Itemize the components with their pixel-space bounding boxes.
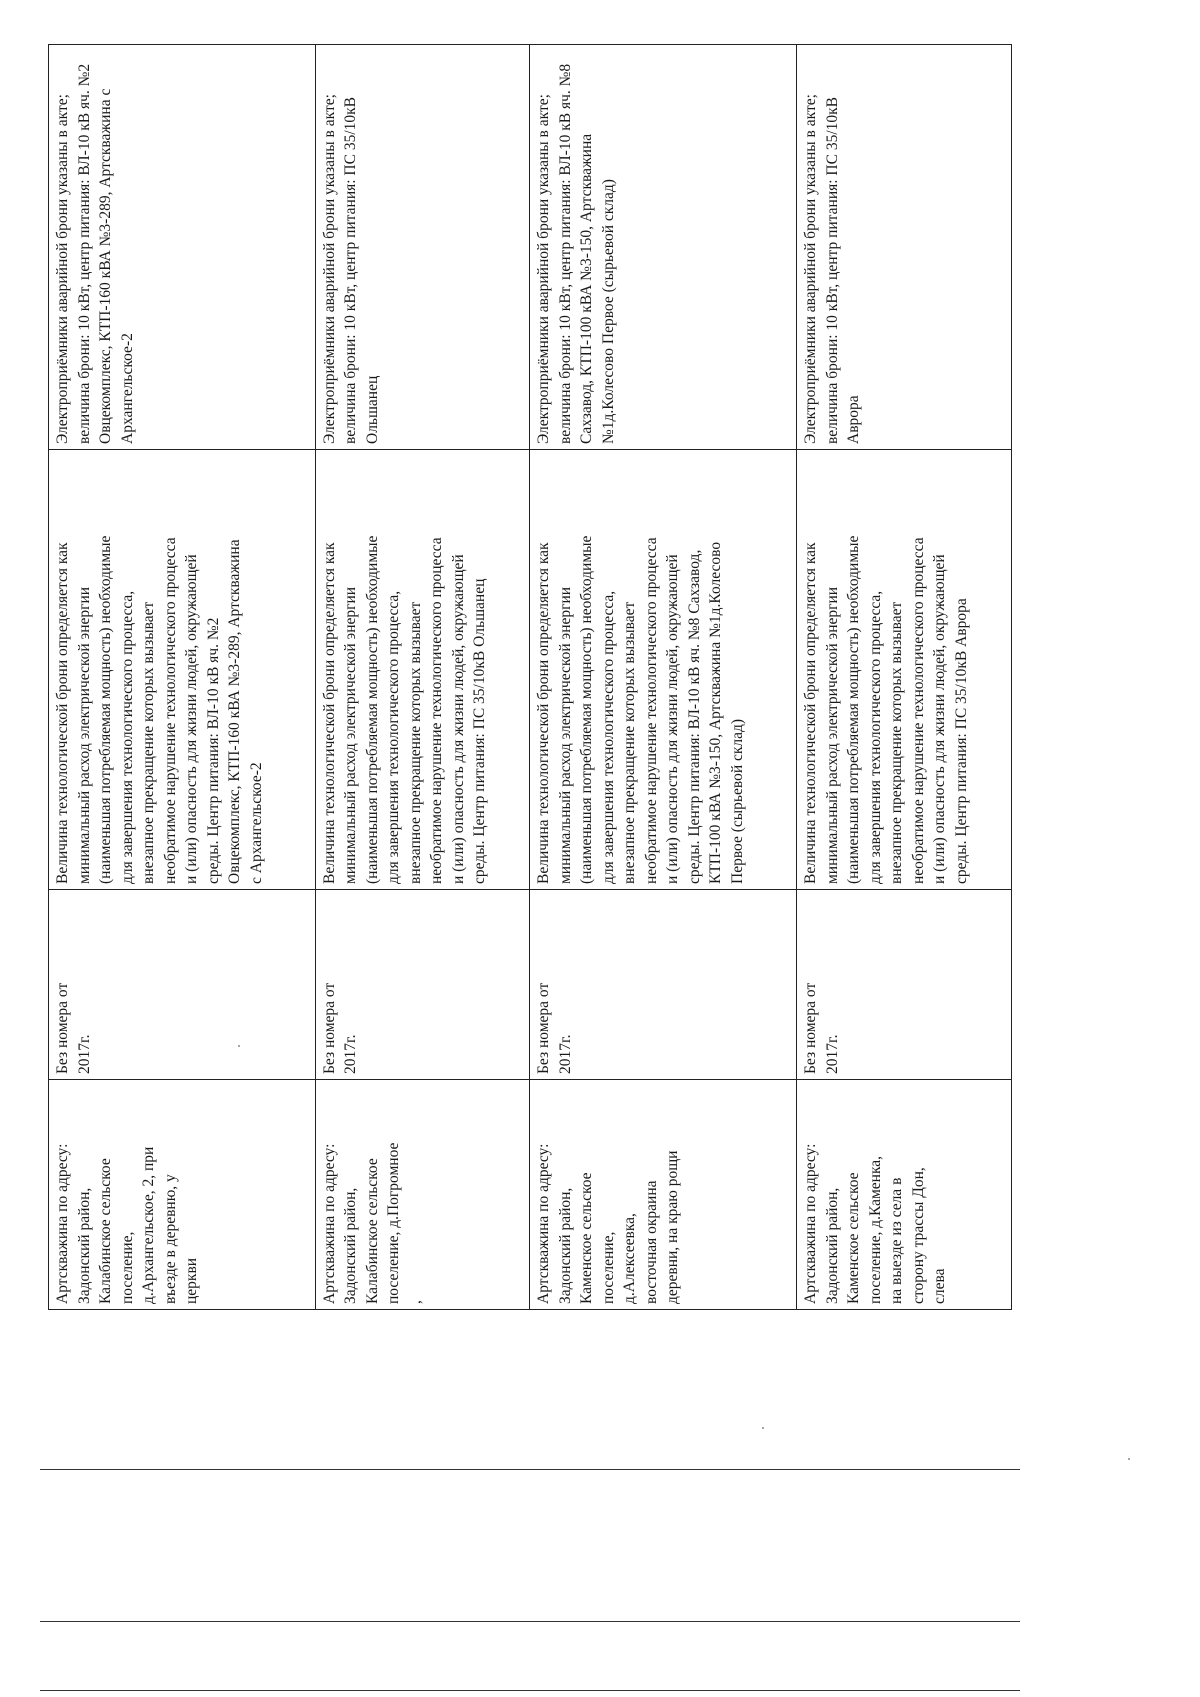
table-row xyxy=(797,45,1012,1310)
address-cell: Артскважина по адресу: Задонский район, Каменское сельское поселение, д.Каменка, на выезде из села в сторону трассы Дон, слева xyxy=(797,1080,1012,1310)
table-row xyxy=(315,45,530,1310)
scan-speck xyxy=(762,1427,764,1429)
emergency-reserve-cell: Электроприёмники аварийной брони указаны в акте; величина брони: 10 кВт, центр питания: ВЛ-10 кВ яч. №8 Сахзавод, КТП-100 кВА №3-150, Артскважина №1д.Колесово Первое (сырьевой склад) xyxy=(530,45,797,450)
document-cell: Без номера от 2017г. xyxy=(797,890,1012,1080)
reserve-table xyxy=(48,44,1012,1310)
document-cell: Без номера от 2017г. xyxy=(315,890,530,1080)
horizontal-rule xyxy=(40,1469,1020,1470)
tech-reserve-cell: Величина технологической брони определяется как минимальный расход электрической энергии (наименьшая потребляемая мощность) необходимые для завершения технологического процесса, внезапное прекращение которых вызывает необратимое нарушение технологического процесса и (или) опасность для жизни людей, окружающей среды. Центр питания: ВЛ-10 кВ яч. №2 Овцекомплекс, КТП-160 кВА №3-289, Артскважина с Архангельское-2 xyxy=(49,450,316,890)
address-cell: Артскважина по адресу: Задонский район, Калабинское сельское поселение, д.Погромное , xyxy=(315,1080,530,1310)
table-row xyxy=(49,45,316,1310)
emergency-reserve-cell: Электроприёмники аварийной брони указаны в акте; величина брони: 10 кВт, центр питания: ПС 35/10кВ Ольшанец xyxy=(315,45,530,450)
tech-reserve-cell: Величина технологической брони определяется как минимальный расход электрической энергии (наименьшая потребляемая мощность) необходимые для завершения технологического процесса, внезапное прекращение которых вызывает необратимое нарушение технологического процесса и (или) опасность для жизни людей, окружающей среды. Центр питания: ВЛ-10 кВ яч. №8 Сахзавод, КТП-100 кВА №3-150, Артскважина №1д.Колесово Первое (сырьевой склад) xyxy=(530,450,797,890)
scan-speck xyxy=(238,1045,240,1047)
address-cell: Артскважина по адресу: Задонский район, Каменское сельское поселение, д.Алексеевка, восточная окраина деревни, на краю рощи xyxy=(530,1080,797,1310)
document-cell: Без номера от 2017г. xyxy=(49,890,316,1080)
tech-reserve-cell: Величина технологической брони определяется как минимальный расход электрической энергии (наименьшая потребляемая мощность) необходимые для завершения технологического процесса, внезапное прекращение которых вызывает необратимое нарушение технологического процесса и (или) опасность для жизни людей, окружающей среды. Центр питания: ПС 35/10кВ Ольшанец xyxy=(315,450,530,890)
scan-speck xyxy=(1128,1458,1130,1460)
emergency-reserve-cell: Электроприёмники аварийной брони указаны в акте; величина брони: 10 кВт, центр питания: ВЛ-10 кВ яч. №2 Овцекомплекс, КТП-160 кВА №3-289, Артскважина с Архангельское-2 xyxy=(49,45,316,450)
address-cell: Артскважина по адресу: Задонский район, Калабинское сельское поселение, д.Архангельское, 2, при въезде в деревню, у церкви xyxy=(49,1080,316,1310)
tech-reserve-cell: Величина технологической брони определяется как минимальный расход электрической энергии (наименьшая потребляемая мощность) необходимые для завершения технологического процесса, внезапное прекращение которых вызывает необратимое нарушение технологического процесса и (или) опасность для жизни людей, окружающей среды. Центр питания: ПС 35/10кВ Аврора xyxy=(797,450,1012,890)
table-row xyxy=(530,45,797,1310)
document-cell: Без номера от 2017г. xyxy=(530,890,797,1080)
horizontal-rule xyxy=(40,1690,1020,1691)
emergency-reserve-cell: Электроприёмники аварийной брони указаны в акте; величина брони: 10 кВт, центр питания: ПС 35/10кВ Аврора xyxy=(797,45,1012,450)
horizontal-rule xyxy=(40,1621,1020,1622)
rotated-table-container xyxy=(48,45,1012,1310)
